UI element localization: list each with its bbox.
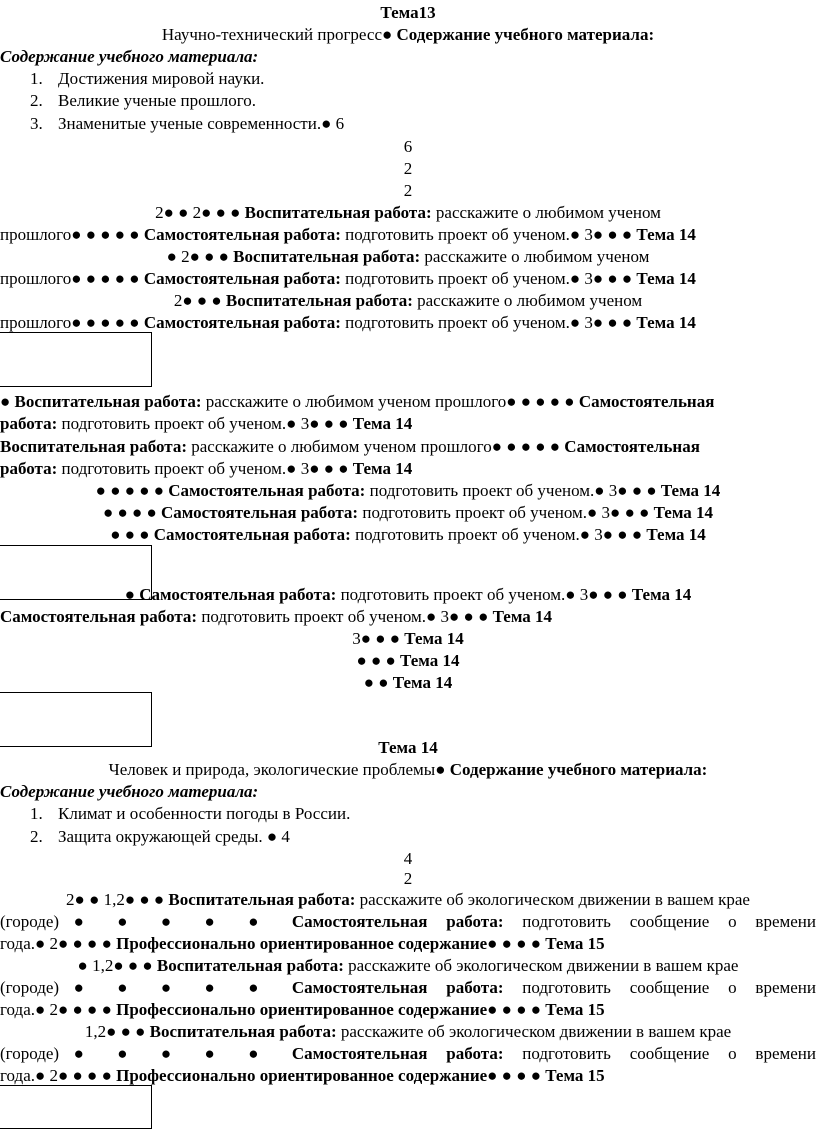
block4-line: года.● 2● ● ● ● Профессионально ориентированное содержание● ● ● ● Тема 15 <box>0 934 605 953</box>
block4-line: года.● 2● ● ● ● Профессионально ориентированное содержание● ● ● ● Тема 15 <box>0 1000 605 1019</box>
block3-line: ● ● ● Тема 14 <box>356 651 460 670</box>
block2-line: ● ● ● Самостоятельная работа: подготовить проект об ученом.● 3● ● ● Тема 14 <box>110 525 706 544</box>
block2-line: ● ● ● ● ● Самостоятельная работа: подготовить проект об ученом.● 3● ● ● Тема 14 <box>95 481 721 500</box>
topic14-list-item: 1. Климат и особенности погоды в России. <box>30 804 351 823</box>
block2-line: ● ● ● ● Самостоятельная работа: подготовить проект об ученом.● 3● ● ● Тема 14 <box>102 503 714 522</box>
block4-line: (городе)● ● ● ● ● Самостоятельная работа: подготовить сообщение о времени <box>0 1044 816 1063</box>
block4-line: (городе)● ● ● ● ● Самостоятельная работа: подготовить сообщение о времени <box>0 912 816 931</box>
block3-line: Самостоятельная работа: подготовить проект об ученом.● 3● ● ● Тема 14 <box>0 607 553 626</box>
block1-line: 2● ● 2● ● ● Воспитательная работа: расскажите о любимом ученом <box>155 203 661 222</box>
topic13-title: Тема13 <box>380 3 436 22</box>
block4-line: года.● 2● ● ● ● Профессионально ориентированное содержание● ● ● ● Тема 15 <box>0 1066 605 1085</box>
topic13-number: 6 <box>403 137 413 156</box>
topic13-list-item: 1. Достижения мировой науки. <box>30 69 265 88</box>
block4-line: 2● ● 1,2● ● ● Воспитательная работа: расскажите об экологическом движении в вашем крае <box>66 890 750 909</box>
topic13-list-item: 2. Великие ученые прошлого. <box>30 91 256 110</box>
topic14-subtitle: Человек и природа, экологические проблемы● Содержание учебного материала: <box>108 760 708 779</box>
block4-line: 1,2● ● ● Воспитательная работа: расскажите об экологическом движении в вашем крае <box>84 1022 732 1041</box>
topic13-section-heading: Содержание учебного материала: <box>0 47 259 66</box>
topic14-number: 4 <box>403 849 413 868</box>
topic14-list-item: 2. Защита окружающей среды. ● 4 <box>30 827 290 846</box>
block1-line: ● 2● ● ● Воспитательная работа: расскажите о любимом ученом <box>166 247 650 266</box>
topic13-number: 2 <box>403 181 413 200</box>
empty-frame <box>0 1085 152 1129</box>
block2-line: работа: подготовить проект об ученом.● 3● ● ● Тема 14 <box>0 459 413 478</box>
topic14-title: Тема 14 <box>378 738 438 757</box>
block2-line: Воспитательная работа: расскажите о любимом ученом прошлого● ● ● ● ● Самостоятельная <box>0 437 700 456</box>
block1-line: 2● ● ● Воспитательная работа: расскажите о любимом ученом <box>173 291 643 310</box>
block1-line: прошлого● ● ● ● ● Самостоятельная работа: подготовить проект об ученом.● 3● ● ● Тема 14 <box>0 225 696 244</box>
topic13-list-item: 3. Знаменитые ученые современности.● 6 <box>30 114 345 133</box>
topic13-subtitle: Научно-технический прогресс● Содержание учебного материала: <box>161 25 655 44</box>
block4-line: ● 1,2● ● ● Воспитательная работа: расскажите об экологическом движении в вашем крае <box>77 956 739 975</box>
block3-line: ● ● Тема 14 <box>363 673 453 692</box>
block2-line: работа: подготовить проект об ученом.● 3● ● ● Тема 14 <box>0 414 413 433</box>
block1-line: прошлого● ● ● ● ● Самостоятельная работа: подготовить проект об ученом.● 3● ● ● Тема 14 <box>0 313 696 332</box>
topic14-number: 2 <box>403 869 413 888</box>
block1-line: прошлого● ● ● ● ● Самостоятельная работа: подготовить проект об ученом.● 3● ● ● Тема 14 <box>0 269 696 288</box>
block3-line: ● Самостоятельная работа: подготовить проект об ученом.● 3● ● ● Тема 14 <box>124 585 692 604</box>
block4-line: (городе)● ● ● ● ● Самостоятельная работа: подготовить сообщение о времени <box>0 978 816 997</box>
block2-line: ● Воспитательная работа: расскажите о любимом ученом прошлого● ● ● ● ● Самостоятельная <box>0 392 715 411</box>
block3-line: 3● ● ● Тема 14 <box>352 629 464 648</box>
topic13-number: 2 <box>403 159 413 178</box>
empty-frame <box>0 332 152 387</box>
topic14-section-heading: Содержание учебного материала: <box>0 782 259 801</box>
